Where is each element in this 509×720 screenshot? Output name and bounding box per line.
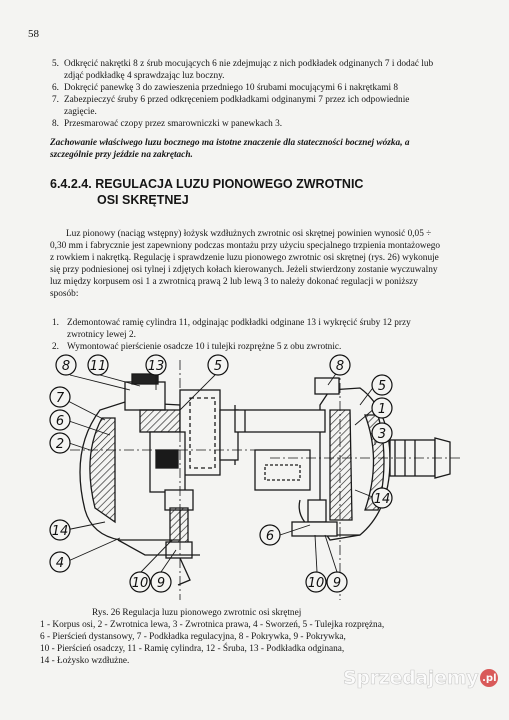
step-number: 2.	[52, 342, 59, 352]
callout-8	[56, 355, 76, 375]
svg-text:10: 10	[307, 576, 325, 591]
caption-legend-line: 1 - Korpus osi, 2 - Zwrotnica lewa, 3 - Zwrotnica prawa, 4 - Sworzeń, 5 - Tulejka rozprężna,	[40, 620, 385, 630]
svg-text:8: 8	[335, 359, 345, 374]
procedure-steps	[52, 58, 444, 130]
step-text: Zdemontować ramię cylindra 11, odginając podkładki odginane 13 i wykręcić śruby 12 przy zwrotnicy lewej 2.	[67, 318, 411, 340]
callout-3	[372, 423, 392, 443]
section-title: REGULACJA LUZU PIONOWEGO ZWROTNIC OSI SKRĘTNEJ	[95, 177, 364, 207]
warning-note: Zachowanie właściwego luzu bocznego ma istotne znaczenie dla stateczności bocznej wózka, a szczególnie przy jeździe na zakrętach.	[50, 138, 410, 160]
callout-10	[130, 572, 150, 592]
section-number: 6.4.2.4.	[50, 177, 92, 191]
callout-13	[146, 355, 166, 375]
svg-text:7: 7	[55, 391, 65, 406]
svg-text:9: 9	[332, 576, 342, 591]
svg-text:14: 14	[51, 524, 69, 539]
callout-9	[151, 572, 171, 592]
watermark-text: Sprzedajemy	[343, 667, 479, 689]
step-text: Dokręcić panewkę 3 do zawieszenia przedniego 10 śrubami mocującymi 6 i nakrętkami 8	[64, 83, 399, 93]
procedure-step	[52, 94, 444, 118]
caption-legend-line: 6 - Pierścień dystansowy, 7 - Podkładka regulacyjna, 8 - Pokrywka, 9 - Pokrywka,	[40, 632, 346, 642]
right-knuckle-view	[235, 365, 460, 600]
svg-text:10: 10	[131, 576, 149, 591]
watermark-badge: .pl	[480, 669, 498, 687]
procedure-step	[52, 82, 444, 94]
technical-drawing	[30, 350, 470, 605]
steering-knuckle-drawing	[30, 350, 470, 605]
step-number: 6.	[52, 83, 59, 93]
svg-text:9: 9	[156, 576, 166, 591]
step-number: 1.	[52, 318, 59, 328]
svg-text:3: 3	[377, 427, 387, 442]
step-text: Wymontować pierścienie osadcze 10 i tulejki rozprężne 5 z obu zwrotnic.	[67, 342, 342, 352]
caption-legend-line: 10 - Pierścień osadczy, 11 - Ramię cylindra, 12 - Śruba, 13 - Podkładka odginana,	[40, 644, 345, 654]
callout-10	[306, 572, 326, 592]
callout-14	[372, 488, 392, 508]
procedure-step	[52, 118, 444, 130]
svg-text:1: 1	[377, 402, 387, 417]
watermark	[343, 667, 498, 689]
callout-5	[372, 375, 392, 395]
page-number: 58	[28, 28, 39, 40]
body-paragraph: Luz pionowy (naciąg wstępny) łożysk wzdłużnych zwrotnic osi skrętnej powinien wynosić 0,05 ÷ 0,30 mm i fabrycznie jest zapewniony podczas montażu przy użyciu specjalnego trzpienia montażowego z rowkiem i nakrętką. Regulację i sprawdzenie luzu pionowego zwrotnic osi skrętnej (rys. 26) wykonuje się przy podniesionej osi tylnej i zdjętych kołach kierowanych. Jeżeli stwierdzony zostanie wyczuwalny luz między korpusem osi 1 a zwrotnicą prawą 2 lub lewą 3 to należy dokonać regulacji w poniższy sposób:	[50, 229, 441, 299]
step-number: 5.	[52, 59, 59, 69]
section-heading	[50, 176, 380, 208]
callout-7	[50, 387, 70, 407]
callout-6	[50, 410, 70, 430]
svg-text:14: 14	[373, 492, 391, 507]
svg-text:6: 6	[265, 529, 275, 544]
step-text: Odkręcić nakrętki 8 z śrub mocujących 6 nie zdejmując z nich podkładek odginanych 7 i dodać lub zdjąć podkładkę 4 sprawdzając luz boczny.	[64, 59, 434, 81]
callout-5	[208, 355, 228, 375]
callout-9	[327, 572, 347, 592]
callout-1	[372, 398, 392, 418]
callout-14	[50, 520, 70, 540]
svg-text:5: 5	[213, 359, 223, 374]
svg-text:6: 6	[55, 414, 65, 429]
step-number: 8.	[52, 119, 59, 129]
svg-text:8: 8	[61, 359, 71, 374]
callout-11	[88, 355, 108, 375]
svg-text:11: 11	[89, 359, 107, 374]
svg-text:2: 2	[55, 437, 65, 452]
callout-6	[260, 525, 280, 545]
callout-8	[330, 355, 350, 375]
adjustment-steps	[52, 317, 444, 353]
adjustment-step	[52, 317, 444, 341]
figure-caption	[40, 607, 470, 667]
caption-title: Rys. 26 Regulacja luzu pionowego zwrotnic osi skrętnej	[92, 608, 302, 618]
callout-2	[50, 433, 70, 453]
svg-text:4: 4	[55, 556, 65, 571]
step-text: Przesmarować czopy przez smarowniczki w panewkach 3.	[64, 119, 283, 129]
step-text: Zabezpieczyć śruby 6 przed odkręceniem podkładkami odginanymi 7 przez ich odpowiednie zagięcie.	[64, 95, 410, 117]
svg-text:13: 13	[147, 359, 165, 374]
procedure-step	[52, 58, 444, 82]
left-knuckle-view	[70, 360, 260, 600]
svg-text:5: 5	[377, 379, 387, 394]
caption-legend-line: 14 - Łożysko wzdłużne.	[40, 656, 130, 666]
callout-4	[50, 552, 70, 572]
step-number: 7.	[52, 95, 59, 105]
